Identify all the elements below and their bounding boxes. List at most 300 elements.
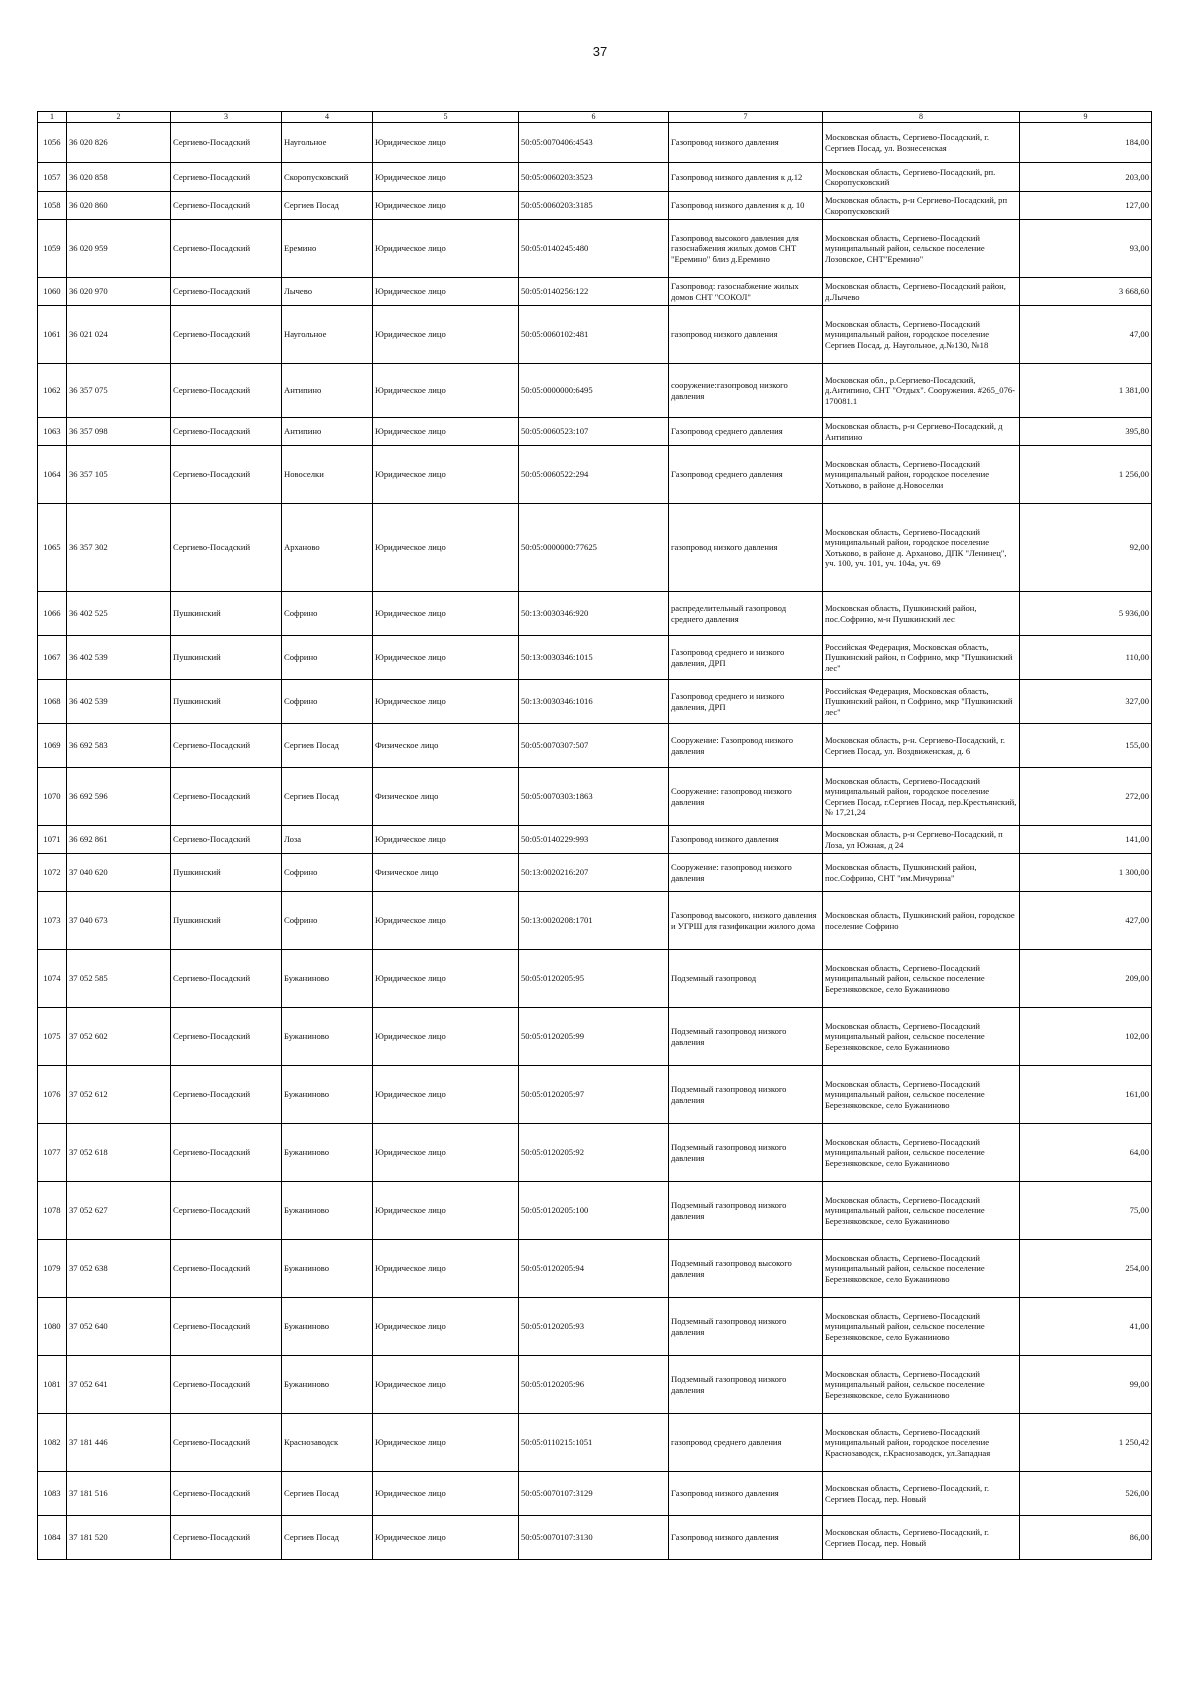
row-district: Сергиево-Посадский xyxy=(171,278,282,306)
row-code: 37 052 640 xyxy=(67,1298,171,1356)
row-value: 92,00 xyxy=(1020,504,1152,592)
row-address: Московская область, Сергиево-Посадский муниципальный район, сельское поселение Березняковское, село Бужаниново xyxy=(823,1240,1020,1298)
row-object: газопровод низкого давления xyxy=(669,306,823,364)
row-owner: Юридическое лицо xyxy=(373,278,519,306)
row-code: 36 020 858 xyxy=(67,163,171,192)
row-object: Газопровод низкого давления к д.12 xyxy=(669,163,823,192)
row-address: Московская область, Пушкинский район, пос.Софрино, СНТ "им.Мичурина" xyxy=(823,854,1020,892)
row-owner: Юридическое лицо xyxy=(373,1356,519,1414)
row-place: Сергиев Посад xyxy=(282,1472,373,1516)
row-value: 254,00 xyxy=(1020,1240,1152,1298)
row-cadastre: 50:05:0120205:97 xyxy=(519,1066,669,1124)
row-owner: Юридическое лицо xyxy=(373,418,519,446)
row-object: распределительный газопровод среднего давления xyxy=(669,592,823,636)
row-number: 1069 xyxy=(38,724,67,768)
table-row xyxy=(38,123,1152,163)
row-place: Бужаниново xyxy=(282,1008,373,1066)
row-place: Бужаниново xyxy=(282,1066,373,1124)
row-address: Московская область, Сергиево-Посадский муниципальный район, сельское поселение Березняковское, село Бужаниново xyxy=(823,1124,1020,1182)
row-cadastre: 50:05:0060203:3523 xyxy=(519,163,669,192)
row-cadastre: 50:13:0020216:207 xyxy=(519,854,669,892)
table-row xyxy=(38,1008,1152,1066)
row-code: 36 357 075 xyxy=(67,364,171,418)
row-address: Московская область, Пушкинский район, городское поселение Софрино xyxy=(823,892,1020,950)
row-code: 36 402 539 xyxy=(67,636,171,680)
row-district: Сергиево-Посадский xyxy=(171,1414,282,1472)
row-code: 36 357 302 xyxy=(67,504,171,592)
row-value: 93,00 xyxy=(1020,220,1152,278)
row-code: 36 021 024 xyxy=(67,306,171,364)
row-district: Сергиево-Посадский xyxy=(171,364,282,418)
row-owner: Юридическое лицо xyxy=(373,446,519,504)
row-number: 1075 xyxy=(38,1008,67,1066)
row-number: 1068 xyxy=(38,680,67,724)
row-value: 203,00 xyxy=(1020,163,1152,192)
header-cell: 5 xyxy=(373,112,519,123)
row-number: 1078 xyxy=(38,1182,67,1240)
row-object: Подземный газопровод низкого давления xyxy=(669,1124,823,1182)
row-place: Сергиев Посад xyxy=(282,192,373,220)
row-district: Сергиево-Посадский xyxy=(171,163,282,192)
row-number: 1057 xyxy=(38,163,67,192)
header-cell: 9 xyxy=(1020,112,1152,123)
row-owner: Юридическое лицо xyxy=(373,1414,519,1472)
row-cadastre: 50:05:0120205:99 xyxy=(519,1008,669,1066)
row-cadastre: 50:05:0120205:95 xyxy=(519,950,669,1008)
row-cadastre: 50:05:0110215:1051 xyxy=(519,1414,669,1472)
row-object: Подземный газопровод низкого давления xyxy=(669,1066,823,1124)
row-value: 526,00 xyxy=(1020,1472,1152,1516)
row-place: Бужаниново xyxy=(282,1182,373,1240)
row-number: 1083 xyxy=(38,1472,67,1516)
row-place: Лоза xyxy=(282,826,373,854)
row-address: Московская область, Сергиево-Посадский муниципальный район, сельское поселение Березняковское, село Бужаниново xyxy=(823,1066,1020,1124)
row-value: 1 256,00 xyxy=(1020,446,1152,504)
table-row xyxy=(38,192,1152,220)
row-cadastre: 50:05:0070303:1863 xyxy=(519,768,669,826)
row-district: Сергиево-Посадский xyxy=(171,1472,282,1516)
row-number: 1070 xyxy=(38,768,67,826)
row-value: 327,00 xyxy=(1020,680,1152,724)
row-owner: Юридическое лицо xyxy=(373,192,519,220)
row-address: Российская Федерация, Московская область, Пушкинский район, п Софрино, мкр "Пушкинский лес" xyxy=(823,680,1020,724)
row-address: Московская область, Пушкинский район, пос.Софрино, м-н Пушкинский лес xyxy=(823,592,1020,636)
row-code: 36 020 826 xyxy=(67,123,171,163)
table-row xyxy=(38,680,1152,724)
row-owner: Физическое лицо xyxy=(373,768,519,826)
row-number: 1076 xyxy=(38,1066,67,1124)
row-value: 141,00 xyxy=(1020,826,1152,854)
row-place: Софрино xyxy=(282,680,373,724)
row-owner: Юридическое лицо xyxy=(373,220,519,278)
row-code: 37 181 446 xyxy=(67,1414,171,1472)
row-place: Новоселки xyxy=(282,446,373,504)
row-cadastre: 50:05:0060523:107 xyxy=(519,418,669,446)
table-row xyxy=(38,364,1152,418)
row-object: Подземный газопровод низкого давления xyxy=(669,1008,823,1066)
row-district: Пушкинский xyxy=(171,854,282,892)
row-address: Московская область, Сергиево-Посадский муниципальный район, городское поселение Хотьково, в районе д. Арханово, ДПК "Ленинец", уч. 100, уч. 101, уч. 104а, уч. 69 xyxy=(823,504,1020,592)
row-district: Сергиево-Посадский xyxy=(171,192,282,220)
row-district: Сергиево-Посадский xyxy=(171,1182,282,1240)
row-code: 37 052 585 xyxy=(67,950,171,1008)
row-object: Газопровод низкого давления xyxy=(669,1472,823,1516)
row-cadastre: 50:05:0140245:480 xyxy=(519,220,669,278)
row-owner: Юридическое лицо xyxy=(373,892,519,950)
row-cadastre: 50:05:0000000:6495 xyxy=(519,364,669,418)
row-address: Московская область, Сергиево-Посадский муниципальный район, сельское поселение Лозовское, СНТ"Еремино" xyxy=(823,220,1020,278)
row-value: 272,00 xyxy=(1020,768,1152,826)
row-code: 36 402 525 xyxy=(67,592,171,636)
row-district: Сергиево-Посадский xyxy=(171,1240,282,1298)
table-row xyxy=(38,504,1152,592)
row-cadastre: 50:05:0070107:3129 xyxy=(519,1472,669,1516)
table-row xyxy=(38,636,1152,680)
row-place: Софрино xyxy=(282,854,373,892)
row-owner: Юридическое лицо xyxy=(373,1240,519,1298)
row-owner: Юридическое лицо xyxy=(373,1008,519,1066)
row-address: Российская Федерация, Московская область, Пушкинский район, п Софрино, мкр "Пушкинский лес" xyxy=(823,636,1020,680)
data-table xyxy=(37,111,1152,1560)
table-row xyxy=(38,592,1152,636)
table-row xyxy=(38,306,1152,364)
row-district: Пушкинский xyxy=(171,592,282,636)
row-value: 47,00 xyxy=(1020,306,1152,364)
table-row xyxy=(38,1182,1152,1240)
row-number: 1061 xyxy=(38,306,67,364)
row-address: Московская область, Сергиево-Посадский муниципальный район, городское поселение Хотьково, в районе д.Новоселки xyxy=(823,446,1020,504)
header-cell: 3 xyxy=(171,112,282,123)
row-district: Сергиево-Посадский xyxy=(171,220,282,278)
row-district: Пушкинский xyxy=(171,636,282,680)
row-place: Бужаниново xyxy=(282,1298,373,1356)
header-cell: 1 xyxy=(38,112,67,123)
row-place: Бужаниново xyxy=(282,1356,373,1414)
table-row xyxy=(38,1124,1152,1182)
row-number: 1058 xyxy=(38,192,67,220)
row-address: Московская область, Сергиево-Посадский муниципальный район, сельское поселение Березняковское, село Бужаниново xyxy=(823,950,1020,1008)
row-code: 36 020 959 xyxy=(67,220,171,278)
row-place: Скоропусковский xyxy=(282,163,373,192)
table-row xyxy=(38,950,1152,1008)
row-code: 37 181 516 xyxy=(67,1472,171,1516)
row-place: Антипино xyxy=(282,418,373,446)
header-cell: 8 xyxy=(823,112,1020,123)
row-code: 37 052 641 xyxy=(67,1356,171,1414)
row-address: Московская область, р-н Сергиево-Посадский, д Антипино xyxy=(823,418,1020,446)
row-cadastre: 50:13:0030346:1015 xyxy=(519,636,669,680)
row-owner: Юридическое лицо xyxy=(373,1298,519,1356)
row-code: 36 692 596 xyxy=(67,768,171,826)
row-place: Наугольное xyxy=(282,306,373,364)
row-owner: Юридическое лицо xyxy=(373,1124,519,1182)
row-object: Подземный газопровод низкого давления xyxy=(669,1356,823,1414)
row-district: Сергиево-Посадский xyxy=(171,446,282,504)
row-address: Московская область, Сергиево-Посадский муниципальный район, сельское поселение Березняковское, село Бужаниново xyxy=(823,1182,1020,1240)
row-object: Подземный газопровод низкого давления xyxy=(669,1182,823,1240)
row-cadastre: 50:05:0000000:77625 xyxy=(519,504,669,592)
row-object: Подземный газопровод xyxy=(669,950,823,1008)
header-cell: 4 xyxy=(282,112,373,123)
row-object: газопровод среднего давления xyxy=(669,1414,823,1472)
row-value: 209,00 xyxy=(1020,950,1152,1008)
row-district: Сергиево-Посадский xyxy=(171,418,282,446)
table-row xyxy=(38,768,1152,826)
row-cadastre: 50:13:0030346:1016 xyxy=(519,680,669,724)
row-value: 127,00 xyxy=(1020,192,1152,220)
row-district: Сергиево-Посадский xyxy=(171,724,282,768)
row-district: Сергиево-Посадский xyxy=(171,826,282,854)
row-owner: Юридическое лицо xyxy=(373,306,519,364)
row-object: Подземный газопровод низкого давления xyxy=(669,1298,823,1356)
row-value: 64,00 xyxy=(1020,1124,1152,1182)
row-owner: Юридическое лицо xyxy=(373,950,519,1008)
row-owner: Юридическое лицо xyxy=(373,364,519,418)
table-row xyxy=(38,854,1152,892)
row-district: Сергиево-Посадский xyxy=(171,1008,282,1066)
table-row xyxy=(38,220,1152,278)
row-number: 1062 xyxy=(38,364,67,418)
row-address: Московская область, Сергиево-Посадский муниципальный район, сельское поселение Березняковское, село Бужаниново xyxy=(823,1298,1020,1356)
row-place: Софрино xyxy=(282,592,373,636)
row-cadastre: 50:05:0120205:92 xyxy=(519,1124,669,1182)
row-place: Бужаниново xyxy=(282,1240,373,1298)
row-number: 1067 xyxy=(38,636,67,680)
row-value: 1 300,00 xyxy=(1020,854,1152,892)
row-object: Газопровод высокого давления для газоснабжения жилых домов СНТ "Еремино" близ д.Еремино xyxy=(669,220,823,278)
row-owner: Юридическое лицо xyxy=(373,680,519,724)
row-value: 41,00 xyxy=(1020,1298,1152,1356)
row-district: Сергиево-Посадский xyxy=(171,950,282,1008)
header-cell: 2 xyxy=(67,112,171,123)
row-owner: Юридическое лицо xyxy=(373,826,519,854)
row-object: Сооружение: газопровод низкого давления xyxy=(669,854,823,892)
row-number: 1071 xyxy=(38,826,67,854)
row-object: Газопровод низкого давления xyxy=(669,826,823,854)
row-place: Лычево xyxy=(282,278,373,306)
table-row xyxy=(38,1066,1152,1124)
row-district: Сергиево-Посадский xyxy=(171,768,282,826)
row-value: 395,80 xyxy=(1020,418,1152,446)
table-row xyxy=(38,1414,1152,1472)
row-value: 161,00 xyxy=(1020,1066,1152,1124)
row-owner: Юридическое лицо xyxy=(373,1066,519,1124)
row-owner: Юридическое лицо xyxy=(373,1516,519,1560)
table-row xyxy=(38,1472,1152,1516)
row-owner: Юридическое лицо xyxy=(373,163,519,192)
row-place: Бужаниново xyxy=(282,1124,373,1182)
row-code: 37 052 618 xyxy=(67,1124,171,1182)
row-number: 1072 xyxy=(38,854,67,892)
row-object: Сооружение: газопровод низкого давления xyxy=(669,768,823,826)
row-place: Еремино xyxy=(282,220,373,278)
row-object: Газопровод среднего и низкого давления, ДРП xyxy=(669,680,823,724)
row-object: Газопровод высокого, низкого давления и УГРШ для газификации жилого дома xyxy=(669,892,823,950)
row-owner: Юридическое лицо xyxy=(373,1472,519,1516)
row-cadastre: 50:05:0120205:93 xyxy=(519,1298,669,1356)
row-value: 102,00 xyxy=(1020,1008,1152,1066)
header-row xyxy=(38,112,1152,123)
row-object: Газопровод среднего давления xyxy=(669,418,823,446)
row-owner: Юридическое лицо xyxy=(373,123,519,163)
row-owner: Юридическое лицо xyxy=(373,504,519,592)
row-code: 36 402 539 xyxy=(67,680,171,724)
row-object: Газопровод среднего и низкого давления, ДРП xyxy=(669,636,823,680)
row-code: 37 052 602 xyxy=(67,1008,171,1066)
row-object: Газопровод низкого давления xyxy=(669,123,823,163)
row-object: Подземный газопровод высокого давления xyxy=(669,1240,823,1298)
table-row xyxy=(38,418,1152,446)
row-address: Московская область, р-н Сергиево-Посадский, рп Скоропусковский xyxy=(823,192,1020,220)
header-cell: 7 xyxy=(669,112,823,123)
row-object: Газопровод среднего давления xyxy=(669,446,823,504)
row-district: Сергиево-Посадский xyxy=(171,123,282,163)
row-value: 75,00 xyxy=(1020,1182,1152,1240)
row-number: 1056 xyxy=(38,123,67,163)
row-code: 37 040 620 xyxy=(67,854,171,892)
row-address: Московская область, Сергиево-Посадский, г. Сергиев Посад, пер. Новый xyxy=(823,1472,1020,1516)
row-number: 1063 xyxy=(38,418,67,446)
row-address: Московская область, Сергиево-Посадский район, д.Лычево xyxy=(823,278,1020,306)
row-cadastre: 50:05:0060102:481 xyxy=(519,306,669,364)
row-district: Сергиево-Посадский xyxy=(171,1124,282,1182)
row-object: Сооружение: Газопровод низкого давления xyxy=(669,724,823,768)
row-place: Антипино xyxy=(282,364,373,418)
row-code: 36 357 098 xyxy=(67,418,171,446)
row-place: Бужаниново xyxy=(282,950,373,1008)
row-value: 5 936,00 xyxy=(1020,592,1152,636)
row-value: 184,00 xyxy=(1020,123,1152,163)
row-place: Софрино xyxy=(282,892,373,950)
row-code: 37 040 673 xyxy=(67,892,171,950)
row-district: Сергиево-Посадский xyxy=(171,1356,282,1414)
row-object: газопровод низкого давления xyxy=(669,504,823,592)
table-row xyxy=(38,278,1152,306)
row-cadastre: 50:05:0060203:3185 xyxy=(519,192,669,220)
row-place: Софрино xyxy=(282,636,373,680)
row-number: 1074 xyxy=(38,950,67,1008)
row-cadastre: 50:05:0140256:122 xyxy=(519,278,669,306)
table-row xyxy=(38,724,1152,768)
row-address: Московская область, Сергиево-Посадский, г. Сергиев Посад, пер. Новый xyxy=(823,1516,1020,1560)
row-number: 1059 xyxy=(38,220,67,278)
row-address: Московская область, Сергиево-Посадский муниципальный район, сельское поселение Березняковское, село Бужаниново xyxy=(823,1356,1020,1414)
table-row xyxy=(38,1240,1152,1298)
row-district: Сергиево-Посадский xyxy=(171,1298,282,1356)
row-number: 1064 xyxy=(38,446,67,504)
row-code: 36 357 105 xyxy=(67,446,171,504)
row-object: Газопровод: газоснабжение жилых домов СНТ "СОКОЛ" xyxy=(669,278,823,306)
row-cadastre: 50:05:0070406:4543 xyxy=(519,123,669,163)
row-number: 1084 xyxy=(38,1516,67,1560)
row-value: 3 668,60 xyxy=(1020,278,1152,306)
row-place: Арханово xyxy=(282,504,373,592)
row-address: Московская область, р-н. Сергиево-Посадский, г. Сергиев Посад, ул. Воздвиженская, д. 6 xyxy=(823,724,1020,768)
row-object: Газопровод низкого давления к д. 10 xyxy=(669,192,823,220)
row-code: 36 692 861 xyxy=(67,826,171,854)
row-owner: Юридическое лицо xyxy=(373,592,519,636)
row-code: 36 020 860 xyxy=(67,192,171,220)
row-address: Московская область, Сергиево-Посадский, рп. Скоропусковский xyxy=(823,163,1020,192)
row-district: Сергиево-Посадский xyxy=(171,504,282,592)
row-address: Московская область, р-н Сергиево-Посадский, п Лоза, ул Южная, д 24 xyxy=(823,826,1020,854)
row-cadastre: 50:05:0060522:294 xyxy=(519,446,669,504)
header-cell: 6 xyxy=(519,112,669,123)
row-value: 1 381,00 xyxy=(1020,364,1152,418)
row-address: Московская обл., р.Сергиево-Посадский, д.Антипино, СНТ "Отдых". Сооружения. #265_076-170081.1 xyxy=(823,364,1020,418)
row-owner: Физическое лицо xyxy=(373,724,519,768)
row-district: Сергиево-Посадский xyxy=(171,306,282,364)
row-code: 36 692 583 xyxy=(67,724,171,768)
table-row xyxy=(38,1298,1152,1356)
row-code: 37 052 612 xyxy=(67,1066,171,1124)
row-place: Сергиев Посад xyxy=(282,724,373,768)
row-number: 1060 xyxy=(38,278,67,306)
table-row xyxy=(38,446,1152,504)
row-district: Сергиево-Посадский xyxy=(171,1066,282,1124)
row-number: 1077 xyxy=(38,1124,67,1182)
row-place: Наугольное xyxy=(282,123,373,163)
row-place: Сергиев Посад xyxy=(282,1516,373,1560)
row-cadastre: 50:05:0120205:100 xyxy=(519,1182,669,1240)
row-value: 99,00 xyxy=(1020,1356,1152,1414)
row-number: 1065 xyxy=(38,504,67,592)
row-district: Пушкинский xyxy=(171,892,282,950)
row-object: сооружение:газопровод низкого давления xyxy=(669,364,823,418)
row-owner: Юридическое лицо xyxy=(373,636,519,680)
table-row xyxy=(38,1516,1152,1560)
row-owner: Юридическое лицо xyxy=(373,1182,519,1240)
row-address: Московская область, Сергиево-Посадский муниципальный район, городское поселение Сергиев Посад, д. Наугольное, д.№130, №18 xyxy=(823,306,1020,364)
row-number: 1073 xyxy=(38,892,67,950)
row-code: 37 052 627 xyxy=(67,1182,171,1240)
table-row xyxy=(38,826,1152,854)
row-value: 1 250,42 xyxy=(1020,1414,1152,1472)
row-value: 110,00 xyxy=(1020,636,1152,680)
row-code: 37 052 638 xyxy=(67,1240,171,1298)
table-row xyxy=(38,163,1152,192)
row-cadastre: 50:05:0120205:94 xyxy=(519,1240,669,1298)
table-row xyxy=(38,892,1152,950)
row-number: 1082 xyxy=(38,1414,67,1472)
row-cadastre: 50:05:0070307:507 xyxy=(519,724,669,768)
page-number: 37 xyxy=(592,44,608,59)
table-row xyxy=(38,1356,1152,1414)
row-owner: Физическое лицо xyxy=(373,854,519,892)
row-number: 1080 xyxy=(38,1298,67,1356)
row-value: 155,00 xyxy=(1020,724,1152,768)
row-cadastre: 50:13:0030346:920 xyxy=(519,592,669,636)
row-place: Краснозаводск xyxy=(282,1414,373,1472)
row-value: 86,00 xyxy=(1020,1516,1152,1560)
row-district: Пушкинский xyxy=(171,680,282,724)
row-value: 427,00 xyxy=(1020,892,1152,950)
row-code: 36 020 970 xyxy=(67,278,171,306)
row-cadastre: 50:05:0120205:96 xyxy=(519,1356,669,1414)
row-cadastre: 50:05:0140229:993 xyxy=(519,826,669,854)
row-place: Сергиев Посад xyxy=(282,768,373,826)
row-code: 37 181 520 xyxy=(67,1516,171,1560)
row-address: Московская область, Сергиево-Посадский муниципальный район, сельское поселение Березняковское, село Бужаниново xyxy=(823,1008,1020,1066)
row-cadastre: 50:05:0070107:3130 xyxy=(519,1516,669,1560)
row-number: 1066 xyxy=(38,592,67,636)
row-address: Московская область, Сергиево-Посадский, г. Сергиев Посад, ул. Вознесенская xyxy=(823,123,1020,163)
row-object: Газопровод низкого давления xyxy=(669,1516,823,1560)
row-number: 1079 xyxy=(38,1240,67,1298)
row-address: Московская область, Сергиево-Посадский муниципальный район, городское поселение Сергиев Посад, г.Сергиев Посад, пер.Крестьянский, № 17,21,24 xyxy=(823,768,1020,826)
row-address: Московская область, Сергиево-Посадский муниципальный район, городское поселение Краснозаводск, г.Краснозаводск, ул.Западная xyxy=(823,1414,1020,1472)
row-district: Сергиево-Посадский xyxy=(171,1516,282,1560)
